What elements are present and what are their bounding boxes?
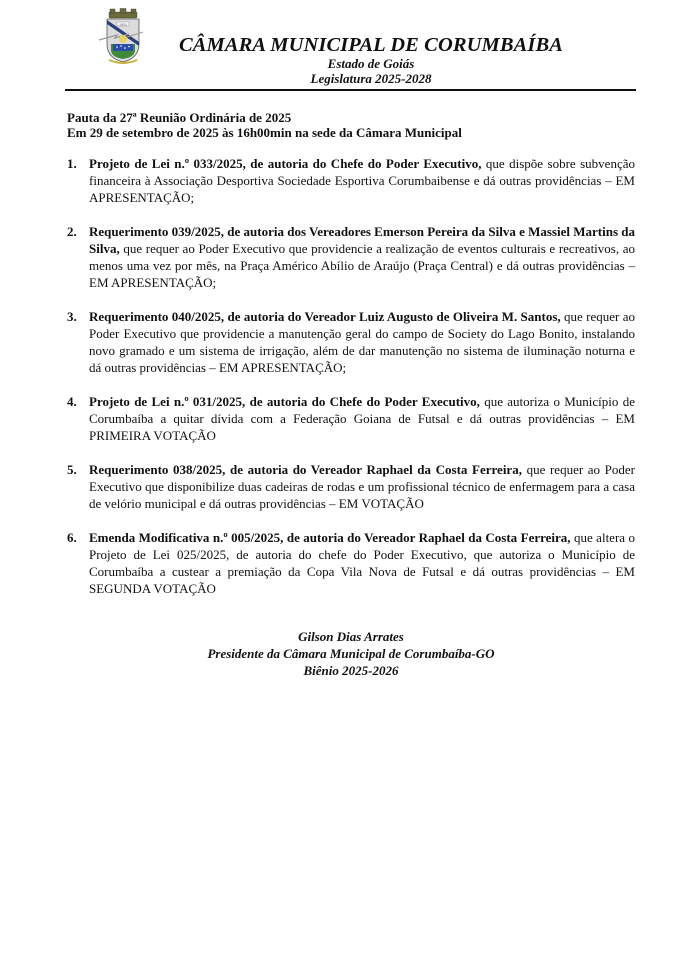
- signatory-term: Biênio 2025-2026: [303, 663, 399, 678]
- legislature-period: Legislatura 2025-2028: [310, 71, 432, 86]
- item-title: Emenda Modificativa n.º 005/2025, de autoria do Vereador Raphael da Costa Ferreira,: [89, 530, 571, 545]
- document-header: [64, 34, 638, 86]
- item-title: Projeto de Lei n.º 033/2025, de autoria do Chefe do Poder Executivo,: [89, 156, 482, 171]
- state-name: Estado de Goiás: [327, 56, 415, 71]
- meeting-agenda-title: Pauta da 27ª Reunião Ordinária de 2025: [67, 110, 292, 125]
- signature-block: [64, 628, 638, 679]
- item-number: 6.: [67, 530, 77, 545]
- item-description: que requer ao Poder Executivo que disponibilize duas cadeiras de rodas e um profissional técnico de enfermagem para a casa de velório municipal e dá outras providências – EM VOTAÇÃO: [89, 462, 635, 511]
- item-number: 4.: [67, 394, 77, 409]
- agenda-item: [67, 529, 635, 597]
- item-description: que requer ao Poder Executivo que providencie a realização de eventos culturais e recreativos, ao menos uma vez por mês, na Praça Américo Abílio de Araújo (Praça Central) e dá outras providências – EM APRESENTAÇÃO;: [89, 241, 635, 290]
- agenda-list: [67, 155, 635, 614]
- agenda-item: [67, 393, 635, 444]
- item-title: Requerimento 040/2025, de autoria do Vereador Luiz Augusto de Oliveira M. Santos,: [89, 309, 561, 324]
- agenda-item: [67, 308, 635, 376]
- signatory-name: Gilson Dias Arrates: [298, 629, 404, 644]
- item-description: que dispõe sobre subvenção financeira à Associação Desportiva Sociedade Esportiva Corumbaibense e dá outras providências – EM APRESENTAÇÃO;: [89, 156, 635, 205]
- svg-text:1953: 1953: [119, 22, 127, 27]
- agenda-item: [67, 461, 635, 512]
- signatory-role: Presidente da Câmara Municipal de Corumbaíba-GO: [207, 646, 495, 661]
- item-description: que requer ao Poder Executivo que providencie a manutenção geral do campo de Society do Lago Bonito, instalando novo gramado e um sistema de irrigação, além de dar manutenção no sistema de iluminação noturna e dá outras providências – EM APRESENTAÇÃO;: [89, 309, 635, 375]
- item-number: 5.: [67, 462, 77, 477]
- agenda-item: [67, 155, 635, 206]
- header-divider: [65, 89, 636, 91]
- item-number: 3.: [67, 309, 77, 324]
- item-title: Requerimento 039/2025, de autoria dos Vereadores Emerson Pereira da Silva e Massiel Martins da Silva,: [89, 224, 635, 256]
- meeting-info: [67, 110, 637, 140]
- item-description: que altera o Projeto de Lei 025/2025, de autoria do chefe do Poder Executivo, que autoriza o Município de Corumbaíba a custear a premiação da Copa Vila Nova de Futsal e dá outras providências – EM SEGUNDA VOTAÇÃO: [89, 530, 635, 596]
- item-description: que autoriza o Município de Corumbaíba a quitar dívida com a Federação Goiana de Futsal e dá outras providências – EM PRIMEIRA VOTAÇÃO: [89, 394, 635, 443]
- meeting-date-location: Em 29 de setembro de 2025 às 16h00min na sede da Câmara Municipal: [67, 125, 462, 140]
- item-title: Requerimento 038/2025, de autoria do Vereador Raphael da Costa Ferreira,: [89, 462, 522, 477]
- chamber-title: CÂMARA MUNICIPAL DE CORUMBAÍBA: [178, 34, 564, 56]
- agenda-item: [67, 223, 635, 291]
- item-title: Projeto de Lei n.º 031/2025, de autoria do Chefe do Poder Executivo,: [89, 394, 480, 409]
- item-number: 1.: [67, 156, 77, 171]
- item-number: 2.: [67, 224, 77, 239]
